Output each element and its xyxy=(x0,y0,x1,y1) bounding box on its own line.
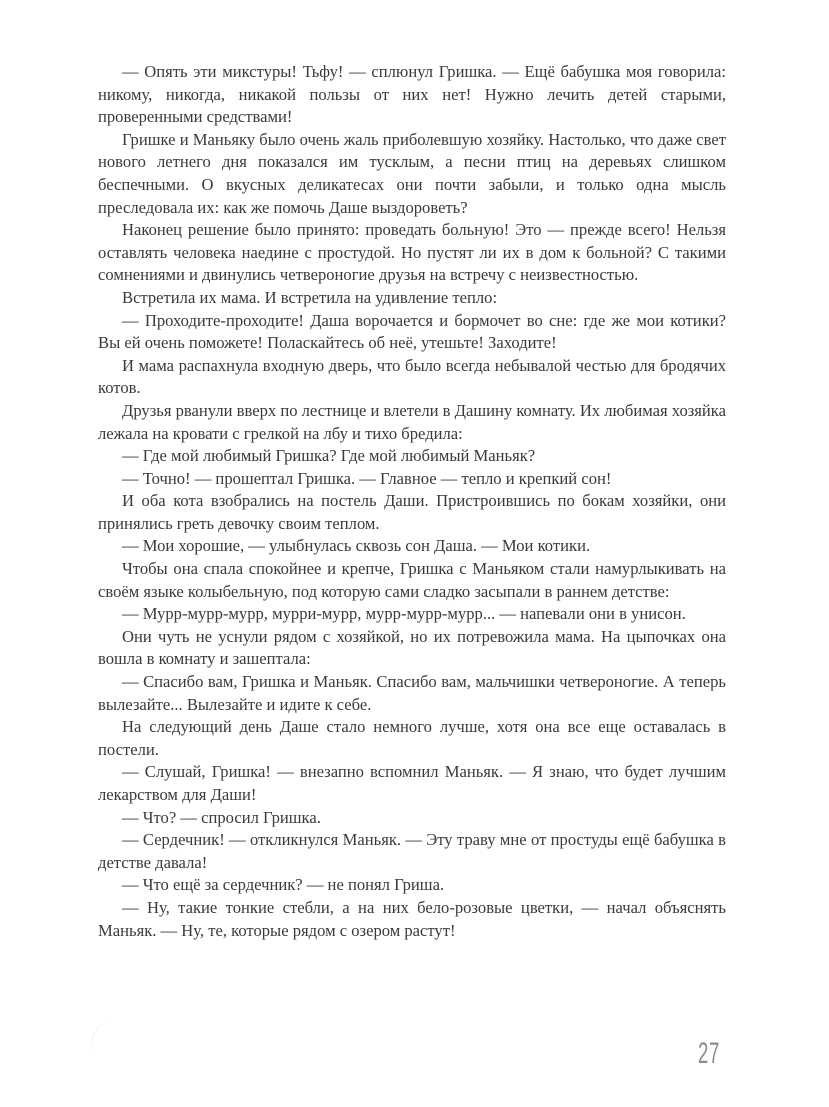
paragraph: — Сердечник! — откликнулся Маньяк. — Эту траву мне от простуды ещё бабушка в детстве давала! xyxy=(98,830,726,872)
page-number: 27 xyxy=(698,1037,720,1070)
paragraph: — Мурр-мурр-мурр, мурри-мурр, мурр-мурр-мурр... — напевали они в унисон. xyxy=(122,604,686,624)
paragraph: Они чуть не уснули рядом с хозяйкой, но их потревожила мама. На цыпочках она вошла в комнату и зашептала: xyxy=(98,626,726,669)
paragraph: — Точно! — прошептал Гришка. — Главное — тепло и крепкий сон! xyxy=(122,468,612,488)
paragraph: — Проходите-проходите! Даша ворочается и бормочет во сне: где же мои котики? Вы ей очень поможете! Поласкайтесь об неё, утешьте! Заходите! xyxy=(98,310,726,353)
paragraph: И мама распахнула входную дверь, что было всегда небывалой честью для бродячих котов. xyxy=(98,355,726,398)
paragraph: Встретила их мама. И встретила на удивление тепло: xyxy=(122,287,498,307)
paragraph: — Спасибо вам, Гришка и Маньяк. Спасибо вам, мальчишки четвероногие. А теперь вылезайте... Вылезайте и идите к себе. xyxy=(98,672,726,714)
paragraph: — Где мой любимый Гришка? Где мой любимый Маньяк? xyxy=(122,446,536,466)
paragraph: Друзья рванули вверх по лестнице и влетели в Дашину комнату. Их любимая хозяйка лежала на кровати с грелкой на лбу и тихо бредила: xyxy=(98,400,726,443)
paragraph: Чтобы она спала спокойнее и крепче, Гришка с Маньяком стали намурлыкивать на своём языке колыбельную, под которую сами сладко засыпали в раннем детстве: xyxy=(98,559,726,601)
paragraph: — Что? — спросил Гришка. xyxy=(122,807,321,827)
paragraph: — Ну, такие тонкие стебли, а на них бело-розовые цветки, — начал объяснять Маньяк. — Ну, те, которые рядом с озером растут! xyxy=(98,897,726,940)
paragraph: — Опять эти микстуры! Тьфу! — сплюнул Гришка. — Ещё бабушка моя говорила: никому, никогда, никакой пользы от них нет! Нужно лечить детей старыми, проверенными средствами! xyxy=(98,62,726,127)
paragraph: — Мои хорошие, — улыбнулась сквозь сон Даша. — Мои котики. xyxy=(122,536,591,556)
paragraph: — Слушай, Гришка! — внезапно вспомнил Маньяк. — Я знаю, что будет лучшим лекарством для Даши! xyxy=(98,762,726,804)
paragraph: На следующий день Даше стало немного лучше, хотя она все еще оставалась в постели. xyxy=(98,717,726,759)
paragraph: — Что ещё за сердечник? — не понял Гриша. xyxy=(122,875,445,895)
paragraph: И оба кота взобрались на постель Даши. Пристроившись по бокам хозяйки, они принялись греть девочку своим теплом. xyxy=(98,491,726,533)
paragraph: Гришке и Маньяку было очень жаль приболевшую хозяйку. Настолько, что даже свет нового летнего дня показался им тусклым, а песни птиц на деревьях слишком беспечными. О вкусных деликатесах они почти забыли, и только одна мысль преследовала их: как же помочь Даше выздороветь? xyxy=(98,129,726,217)
paragraph: Наконец решение было принято: проведать больную! Это — прежде всего! Нельзя оставлять человека наедине с простудой. Но пустят ли их в дом к больной? С такими сомнениями и двинулись четвероногие друзья на встречу с неизвестностью. xyxy=(98,220,726,285)
paper-mark xyxy=(84,1013,141,1071)
body-text xyxy=(98,61,726,942)
